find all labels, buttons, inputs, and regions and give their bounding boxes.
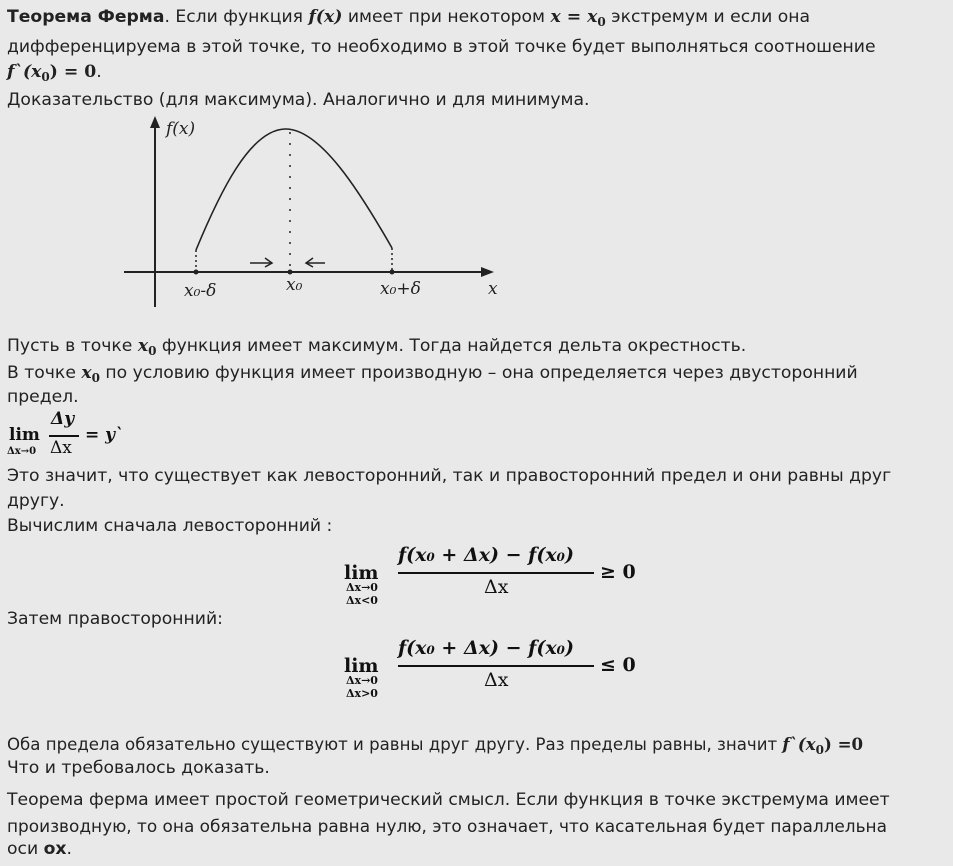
proof-line-6: Вычислим сначала левосторонний : xyxy=(7,516,333,536)
function-graph xyxy=(110,112,510,312)
x-axis-arrow xyxy=(481,267,494,277)
function-curve xyxy=(196,129,392,250)
tick-right: x₀+δ xyxy=(380,279,421,299)
derivative-limit: lim Δx→0 Δy Δx = y` xyxy=(7,409,124,458)
proof-line-4: Это значит, что существует как левосторонний, так и правосторонний предел и они равны друг xyxy=(7,466,892,486)
theorem-line-2: дифференцируема в этой точке, то необходимо в этой точке будет выполняться соотношение xyxy=(7,37,876,57)
left-point xyxy=(194,270,199,275)
proof-line-12: оси ox. xyxy=(7,839,72,859)
tick-center: x₀ xyxy=(286,275,303,295)
theorem-title: Теорема Ферма xyxy=(7,7,165,27)
proof-line-9: Что и требовалось доказать. xyxy=(7,758,270,778)
proof-line-3: предел. xyxy=(7,387,79,407)
proof-label: Доказательство (для максимума). Аналогично и для минимума. xyxy=(7,90,590,110)
tick-left: x₀-δ xyxy=(184,281,217,301)
proof-line-10: Теорема ферма имеет простой геометрический смысл. Если функция в точке экстремума имеет xyxy=(7,790,890,810)
proof-line-2: В точке $x_0$ по условию функция имеет производную – она определяется через двусторонний xyxy=(7,363,858,385)
theorem-line-1: Теорема Ферма. Если функция f(x) имеет при некотором $x = x_0$ экстремум и если она xyxy=(7,7,811,29)
y-axis-arrow xyxy=(150,116,160,128)
proof-line-7: Затем правосторонний: xyxy=(7,609,223,629)
proof-line-11: производную, то она обязательна равна нулю, это означает, что касательная будет параллельна xyxy=(7,816,887,836)
left-limit-formula: lim Δx→0 Δx<0 f(x₀ + Δx) − f(x₀) Δx ≥ 0 xyxy=(344,544,636,607)
proof-line-1: Пусть в точке $x_0$ функция имеет максимум. Тогда найдется дельта окрестность. xyxy=(7,336,747,358)
proof-line-8: Оба предела обязательно существуют и равны друг другу. Раз пределы равны, значит $f`(x_0) =0$ xyxy=(7,734,864,757)
center-point xyxy=(288,270,293,275)
right-limit-formula: lim Δx→0 Δx>0 f(x₀ + Δx) − f(x₀) Δx ≤ 0 xyxy=(344,637,636,700)
theorem-line-3: $f`(x_0) = 0$. xyxy=(7,62,102,84)
right-point xyxy=(390,270,395,275)
y-axis-label: f(x) xyxy=(166,119,196,139)
x-axis-label: x xyxy=(488,279,498,299)
proof-line-5: другу. xyxy=(7,491,65,511)
